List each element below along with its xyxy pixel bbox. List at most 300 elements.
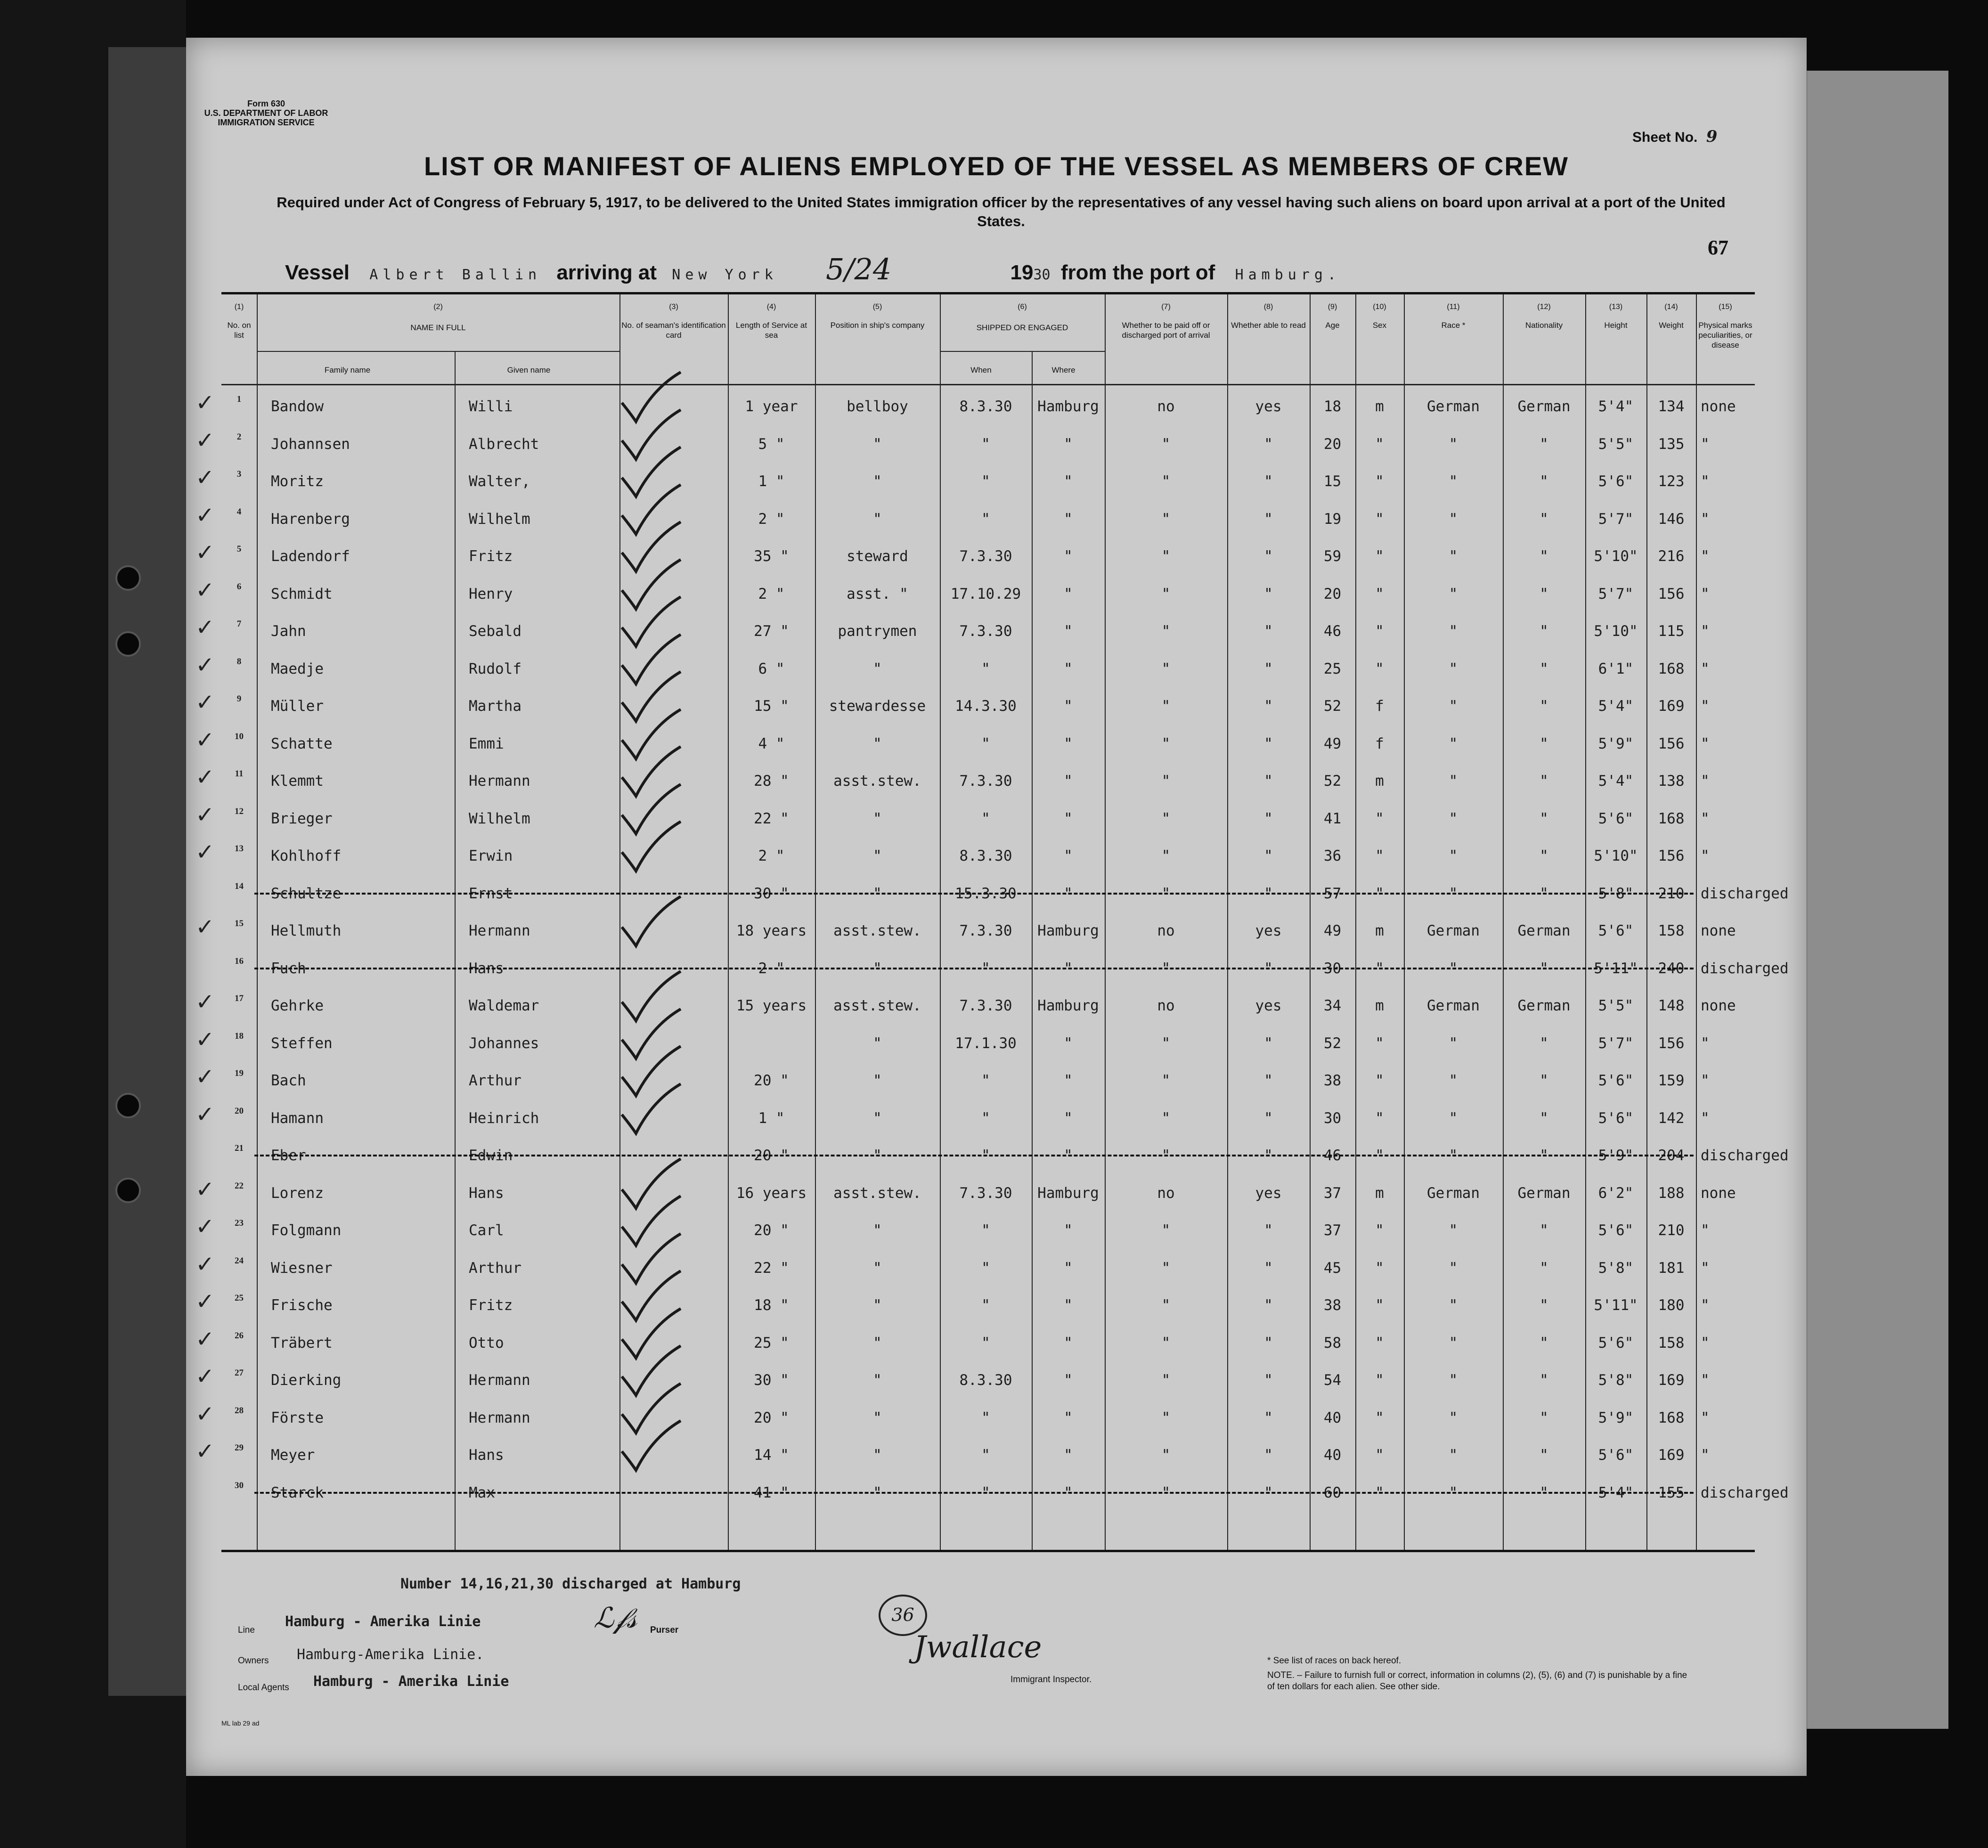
cell-paid: " <box>1161 1484 1171 1501</box>
cell-nat: " <box>1540 435 1548 453</box>
cell-given: Walter, <box>469 473 530 490</box>
sheet-label: Sheet No. <box>1632 130 1698 145</box>
cell-paid: no <box>1157 1184 1175 1202</box>
cell-race: " <box>1449 1072 1458 1089</box>
cell-position: " <box>873 735 882 752</box>
crew-row <box>196 1175 1755 1213</box>
cell-height: 5'6" <box>1598 1109 1634 1127</box>
cell-where: " <box>1064 885 1073 902</box>
cell-service: 20 " <box>754 1072 789 1089</box>
cell-where: Hamburg <box>1037 997 1099 1014</box>
column-header: Age <box>1325 321 1340 330</box>
column-header: Length of Service at sea <box>735 321 807 340</box>
cell-given: Fritz <box>469 548 513 565</box>
cell-given: Wilhelm <box>469 510 530 528</box>
cell-weight: 146 <box>1658 510 1685 528</box>
cell-no: 26 <box>235 1330 244 1341</box>
owners-value: Hamburg-Amerika Linie. <box>297 1646 484 1663</box>
cell-nat: " <box>1540 660 1548 677</box>
cell-family: Moritz <box>271 473 324 490</box>
cell-position: asst. " <box>847 585 908 602</box>
cell-nat: " <box>1540 698 1548 715</box>
cell-read: " <box>1264 1409 1273 1426</box>
cell-given: Waldemar <box>469 997 539 1014</box>
cell-marks: discharged <box>1701 960 1789 977</box>
cell-race: " <box>1449 960 1458 977</box>
cell-height: 5'4" <box>1598 398 1634 415</box>
cell-weight: 168 <box>1658 1409 1685 1426</box>
cell-given: Heinrich <box>469 1109 539 1127</box>
crew-row <box>196 501 1755 539</box>
cell-where: " <box>1064 1447 1073 1464</box>
cell-where: " <box>1064 510 1073 528</box>
cell-family: Maedje <box>271 660 324 677</box>
cell-weight: 240 <box>1658 960 1685 977</box>
cell-weight: 115 <box>1658 623 1685 640</box>
cell-when: " <box>981 1072 990 1089</box>
cell-when: " <box>981 1484 990 1501</box>
cell-paid: " <box>1161 473 1171 490</box>
cell-family: Schatte <box>271 735 333 752</box>
cell-nat: " <box>1540 548 1548 565</box>
cell-marks: " <box>1701 548 1710 565</box>
form-identifier <box>196 99 337 127</box>
cell-race: German <box>1427 398 1480 415</box>
cell-weight: 123 <box>1658 473 1685 490</box>
binder-hole <box>115 1178 141 1203</box>
cell-position: " <box>873 1147 882 1164</box>
cell-where: " <box>1064 1484 1073 1501</box>
cell-weight: 156 <box>1658 847 1685 864</box>
cell-marks: " <box>1701 773 1710 790</box>
cell-race: " <box>1449 1409 1458 1426</box>
column-header: SHIPPED OR ENGAGED <box>976 323 1068 332</box>
cell-marks: " <box>1701 435 1710 453</box>
cell-height: 5'6" <box>1598 810 1634 827</box>
cell-read: " <box>1264 1147 1273 1164</box>
crew-row <box>196 1100 1755 1138</box>
manifest-subtitle: Required under Act of Congress of February 5, 1917, to be delivered to the United States immigration officer by the representatives of any vessel having such aliens on board upon arrival at a port of the United States. <box>277 194 1726 229</box>
cell-sex: " <box>1375 1409 1384 1426</box>
cell-weight: 156 <box>1658 735 1685 752</box>
cell-family: Brieger <box>271 810 333 827</box>
cell-no: 18 <box>235 1031 244 1041</box>
cell-where: " <box>1064 623 1073 640</box>
cell-paid: " <box>1161 1409 1171 1426</box>
cell-marks: " <box>1701 735 1710 752</box>
binder-hole <box>115 1093 141 1118</box>
cell-height: 5'5" <box>1598 435 1634 453</box>
cell-nat: " <box>1540 623 1548 640</box>
subheader-rule <box>257 351 619 352</box>
cell-race: " <box>1449 1109 1458 1127</box>
cell-no: 1 <box>236 394 242 404</box>
cell-marks: " <box>1701 1109 1710 1127</box>
cell-height: 5'6" <box>1598 1072 1634 1089</box>
cell-sex: " <box>1375 1484 1384 1501</box>
cell-age: 54 <box>1323 1372 1342 1389</box>
cell-sex: " <box>1375 1259 1384 1277</box>
cell-service: 1 " <box>758 1109 785 1127</box>
cell-where: " <box>1064 585 1073 602</box>
column-header: Whether to be paid off or discharged port of arrival <box>1122 321 1210 340</box>
cell-family: Ladendorf <box>271 548 350 565</box>
cell-given: Hans <box>469 1447 504 1464</box>
cell-position: " <box>873 510 882 528</box>
cell-given: Erwin <box>469 847 513 864</box>
underlying-page <box>1804 71 1948 1729</box>
cell-nat: " <box>1540 1034 1548 1052</box>
cell-when: 8.3.30 <box>959 1372 1012 1389</box>
cell-when: " <box>981 1222 990 1239</box>
cell-position: " <box>873 1259 882 1277</box>
cell-age: 37 <box>1323 1222 1342 1239</box>
cell-age: 36 <box>1323 847 1342 864</box>
cell-where: " <box>1064 548 1073 565</box>
column-number: (7) <box>1161 303 1171 311</box>
column-header: Sex <box>1372 321 1387 330</box>
cell-height: 5'5" <box>1598 997 1634 1014</box>
cell-position: asst.stew. <box>833 773 921 790</box>
cell-family: Starck <box>271 1484 324 1501</box>
cell-when: 14.3.30 <box>955 698 1017 715</box>
crew-row <box>196 389 1755 426</box>
from-port: Hamburg. <box>1235 267 1341 283</box>
margin-tick-icon: ✓ <box>196 1252 215 1277</box>
margin-tick-icon: ✓ <box>196 391 215 415</box>
cell-read: " <box>1264 473 1273 490</box>
cell-given: Willi <box>469 398 513 415</box>
cell-given: Henry <box>469 585 513 602</box>
cell-given: Wilhelm <box>469 810 530 827</box>
cell-where: Hamburg <box>1037 1184 1099 1202</box>
cell-read: " <box>1264 510 1273 528</box>
cell-height: 5'6" <box>1598 1334 1634 1351</box>
page-number: 67 <box>1708 236 1728 259</box>
cell-read: yes <box>1255 398 1282 415</box>
cell-nat: " <box>1540 810 1548 827</box>
cell-sex: " <box>1375 1447 1384 1464</box>
cell-race: " <box>1449 810 1458 827</box>
cell-position: asst.stew. <box>833 1184 921 1202</box>
cell-where: " <box>1064 847 1073 864</box>
cell-weight: 142 <box>1658 1109 1685 1127</box>
crew-row <box>196 913 1755 951</box>
cell-position: " <box>873 1034 882 1052</box>
cell-marks: " <box>1701 810 1710 827</box>
cell-given: Arthur <box>469 1072 521 1089</box>
cell-service: 20 " <box>754 1147 789 1164</box>
margin-tick-icon: ✓ <box>196 578 215 603</box>
cell-read: " <box>1264 1109 1273 1127</box>
column-header: Race * <box>1441 321 1466 330</box>
cell-family: Träbert <box>271 1334 333 1351</box>
cell-race: " <box>1449 885 1458 902</box>
cell-when: 7.3.30 <box>959 773 1012 790</box>
cell-nat: " <box>1540 960 1548 977</box>
binding-edge <box>108 47 186 1696</box>
cell-age: 57 <box>1323 885 1342 902</box>
cell-sex: " <box>1375 510 1384 528</box>
cell-height: 5'4" <box>1598 698 1634 715</box>
cell-where: " <box>1064 773 1073 790</box>
purser-label: Purser <box>650 1625 679 1635</box>
column-header: Height <box>1604 321 1628 330</box>
cell-age: 52 <box>1323 773 1342 790</box>
cell-weight: 158 <box>1658 1334 1685 1351</box>
cell-sex: " <box>1375 1372 1384 1389</box>
cell-position: " <box>873 435 882 453</box>
cell-given: Martha <box>469 698 521 715</box>
cell-read: " <box>1264 1222 1273 1239</box>
cell-weight: 159 <box>1658 1072 1685 1089</box>
cell-read: " <box>1264 1034 1273 1052</box>
cell-when: " <box>981 1297 990 1314</box>
cell-paid: " <box>1161 773 1171 790</box>
cell-height: 5'9" <box>1598 735 1634 752</box>
cell-marks: discharged <box>1701 1147 1789 1164</box>
cell-nat: German <box>1517 997 1571 1014</box>
cell-nat: " <box>1540 1409 1548 1426</box>
cell-read: " <box>1264 773 1273 790</box>
cell-family: Meyer <box>271 1447 315 1464</box>
cell-weight: 210 <box>1658 1222 1685 1239</box>
cell-service: 18 years <box>736 922 807 939</box>
circled-number: 36 <box>879 1595 927 1636</box>
cell-given: Ernst <box>469 885 513 902</box>
cell-weight: 156 <box>1658 585 1685 602</box>
crew-row <box>196 1362 1755 1400</box>
cell-no: 8 <box>236 656 242 667</box>
cell-race: German <box>1427 1184 1480 1202</box>
cell-paid: " <box>1161 548 1171 565</box>
margin-tick-icon: ✓ <box>196 1289 215 1314</box>
cell-marks: " <box>1701 473 1710 490</box>
column-number: (1) <box>234 303 244 311</box>
cell-race: " <box>1449 435 1458 453</box>
column-header: NAME IN FULL <box>410 323 466 332</box>
cell-nat: " <box>1540 1222 1548 1239</box>
cell-family: Wiesner <box>271 1259 333 1277</box>
margin-tick-icon: ✓ <box>196 503 215 528</box>
column-number: (3) <box>669 303 678 311</box>
crew-row <box>196 576 1755 614</box>
cell-paid: " <box>1161 1147 1171 1164</box>
vessel-name: Albert Ballin <box>369 267 542 283</box>
cell-marks: none <box>1701 922 1736 939</box>
cell-no: 5 <box>236 544 242 554</box>
margin-tick-icon: ✓ <box>196 615 215 640</box>
department-name: U.S. DEPARTMENT OF LABOR <box>204 108 328 118</box>
cell-when: 8.3.30 <box>959 398 1012 415</box>
cell-nat: " <box>1540 1259 1548 1277</box>
cell-when: 7.3.30 <box>959 548 1012 565</box>
cell-height: 5'7" <box>1598 585 1634 602</box>
margin-tick-icon: ✓ <box>196 765 215 790</box>
crew-row <box>196 651 1755 689</box>
cell-no: 24 <box>235 1255 244 1266</box>
line-label: Line <box>238 1625 255 1635</box>
crew-row <box>196 1437 1755 1475</box>
cell-sex: " <box>1375 1297 1384 1314</box>
cell-where: " <box>1064 1072 1073 1089</box>
cell-nat: " <box>1540 1147 1548 1164</box>
checkmark-icon <box>617 1418 683 1475</box>
cell-when: 7.3.30 <box>959 1184 1012 1202</box>
cell-weight: 188 <box>1658 1184 1685 1202</box>
crew-row <box>196 613 1755 651</box>
cell-read: " <box>1264 885 1273 902</box>
cell-service: 5 " <box>758 435 785 453</box>
cell-marks: " <box>1701 1072 1710 1089</box>
cell-weight: 169 <box>1658 1447 1685 1464</box>
cell-sex: f <box>1375 698 1384 715</box>
form-number: Form 630 <box>247 99 285 108</box>
cell-where: Hamburg <box>1037 398 1099 415</box>
cell-race: " <box>1449 1447 1458 1464</box>
cell-age: 38 <box>1323 1297 1342 1314</box>
header-rule <box>221 384 1755 385</box>
cell-family: Bach <box>271 1072 306 1089</box>
cell-weight: 216 <box>1658 548 1685 565</box>
cell-age: 52 <box>1323 698 1342 715</box>
cell-no: 25 <box>235 1293 244 1303</box>
column-header: Whether able to read <box>1231 321 1306 330</box>
column-header: Position in ship's company <box>830 321 925 330</box>
cell-when: " <box>981 1334 990 1351</box>
cell-service: 28 " <box>754 773 789 790</box>
cell-when: " <box>981 810 990 827</box>
cell-race: " <box>1449 698 1458 715</box>
cell-no: 29 <box>235 1443 244 1453</box>
cell-position: " <box>873 473 882 490</box>
cell-no: 23 <box>235 1218 244 1228</box>
cell-no: 4 <box>236 506 242 517</box>
cell-race: " <box>1449 1334 1458 1351</box>
column-header: No. on list <box>227 321 251 340</box>
cell-sex: " <box>1375 810 1384 827</box>
cell-read: " <box>1264 1072 1273 1089</box>
cell-no: 22 <box>235 1180 244 1191</box>
cell-no: 12 <box>235 806 244 816</box>
column-number: (12) <box>1537 303 1551 311</box>
cell-age: 25 <box>1323 660 1342 677</box>
cell-service: 30 " <box>754 1372 789 1389</box>
cell-service: 22 " <box>754 1259 789 1277</box>
cell-race: German <box>1427 997 1480 1014</box>
column-number: (15) <box>1719 303 1732 311</box>
vessel-label: Vessel <box>285 261 350 284</box>
binder-hole <box>115 631 141 657</box>
column-number: (9) <box>1328 303 1337 311</box>
cell-paid: " <box>1161 735 1171 752</box>
cell-age: 49 <box>1323 922 1342 939</box>
margin-tick-icon: ✓ <box>196 652 215 678</box>
cell-paid: " <box>1161 810 1171 827</box>
cell-read: " <box>1264 1484 1273 1501</box>
crew-row <box>221 876 1789 913</box>
cell-race: " <box>1449 735 1458 752</box>
cell-height: 5'6" <box>1598 1222 1634 1239</box>
cell-marks: " <box>1701 623 1710 640</box>
cell-family: Kohlhoff <box>271 847 342 864</box>
crew-row <box>196 763 1755 801</box>
cell-position: " <box>873 660 882 677</box>
cell-position: " <box>873 1072 882 1089</box>
cell-sex: m <box>1375 398 1384 415</box>
cell-where: " <box>1064 698 1073 715</box>
vessel-line <box>285 252 1745 285</box>
cell-weight: 180 <box>1658 1297 1685 1314</box>
crew-row <box>196 801 1755 839</box>
cell-nat: " <box>1540 510 1548 528</box>
cell-when: " <box>981 960 990 977</box>
cell-sex: m <box>1375 922 1384 939</box>
cell-weight: 169 <box>1658 698 1685 715</box>
cell-nat: " <box>1540 1109 1548 1127</box>
cell-paid: " <box>1161 1222 1171 1239</box>
cell-no: 3 <box>236 469 242 479</box>
cell-race: " <box>1449 1034 1458 1052</box>
cell-nat: " <box>1540 735 1548 752</box>
cell-family: Fuch <box>271 960 306 977</box>
column-header: Nationality <box>1525 321 1563 330</box>
cell-paid: " <box>1161 1072 1171 1089</box>
cell-family: Bandow <box>271 398 324 415</box>
cell-when: " <box>981 473 990 490</box>
cell-marks: " <box>1701 1222 1710 1239</box>
cell-sex: " <box>1375 435 1384 453</box>
cell-age: 40 <box>1323 1409 1342 1426</box>
cell-service: 2 " <box>758 847 785 864</box>
cell-when: " <box>981 1147 990 1164</box>
column-subheader: Family name <box>324 366 371 374</box>
crew-row <box>196 1026 1755 1063</box>
margin-tick-icon: ✓ <box>196 465 215 490</box>
cell-position: " <box>873 885 882 902</box>
margin-tick-icon: ✓ <box>196 1102 215 1127</box>
cell-family: Dierking <box>271 1372 342 1389</box>
cell-height: 5'6" <box>1598 1447 1634 1464</box>
cell-service: 2 " <box>758 585 785 602</box>
cell-read: " <box>1264 623 1273 640</box>
cell-no: 14 <box>235 881 244 891</box>
penalty-note: NOTE. – Failure to furnish full or correct, information in columns (2), (5), (6) and (7) is punishable by a fine of ten dollars for each alien. See other side. <box>1267 1670 1687 1692</box>
cell-race: " <box>1449 510 1458 528</box>
cell-family: Hellmuth <box>271 922 342 939</box>
cell-race: " <box>1449 1222 1458 1239</box>
cell-height: 5'9" <box>1598 1409 1634 1426</box>
cell-marks: " <box>1701 1372 1710 1389</box>
column-header: Physical marks peculiarities, or disease <box>1698 321 1752 350</box>
checkmark-icon <box>617 819 683 876</box>
cell-marks: none <box>1701 997 1736 1014</box>
cell-when: " <box>981 435 990 453</box>
cell-family: Johannsen <box>271 435 350 453</box>
cell-race: " <box>1449 773 1458 790</box>
cell-height: 5'8" <box>1598 1372 1634 1389</box>
cell-age: 45 <box>1323 1259 1342 1277</box>
cell-sex: " <box>1375 1072 1384 1089</box>
margin-tick-icon: ✓ <box>196 990 215 1015</box>
column-number: (14) <box>1664 303 1678 311</box>
cell-nat: " <box>1540 1447 1548 1464</box>
margin-tick-icon: ✓ <box>196 1027 215 1052</box>
inspector-signature: Jwallace <box>914 1630 1042 1665</box>
service-name: IMMIGRATION SERVICE <box>218 118 315 127</box>
cell-sex: m <box>1375 997 1384 1014</box>
cell-height: 5'10" <box>1594 623 1638 640</box>
